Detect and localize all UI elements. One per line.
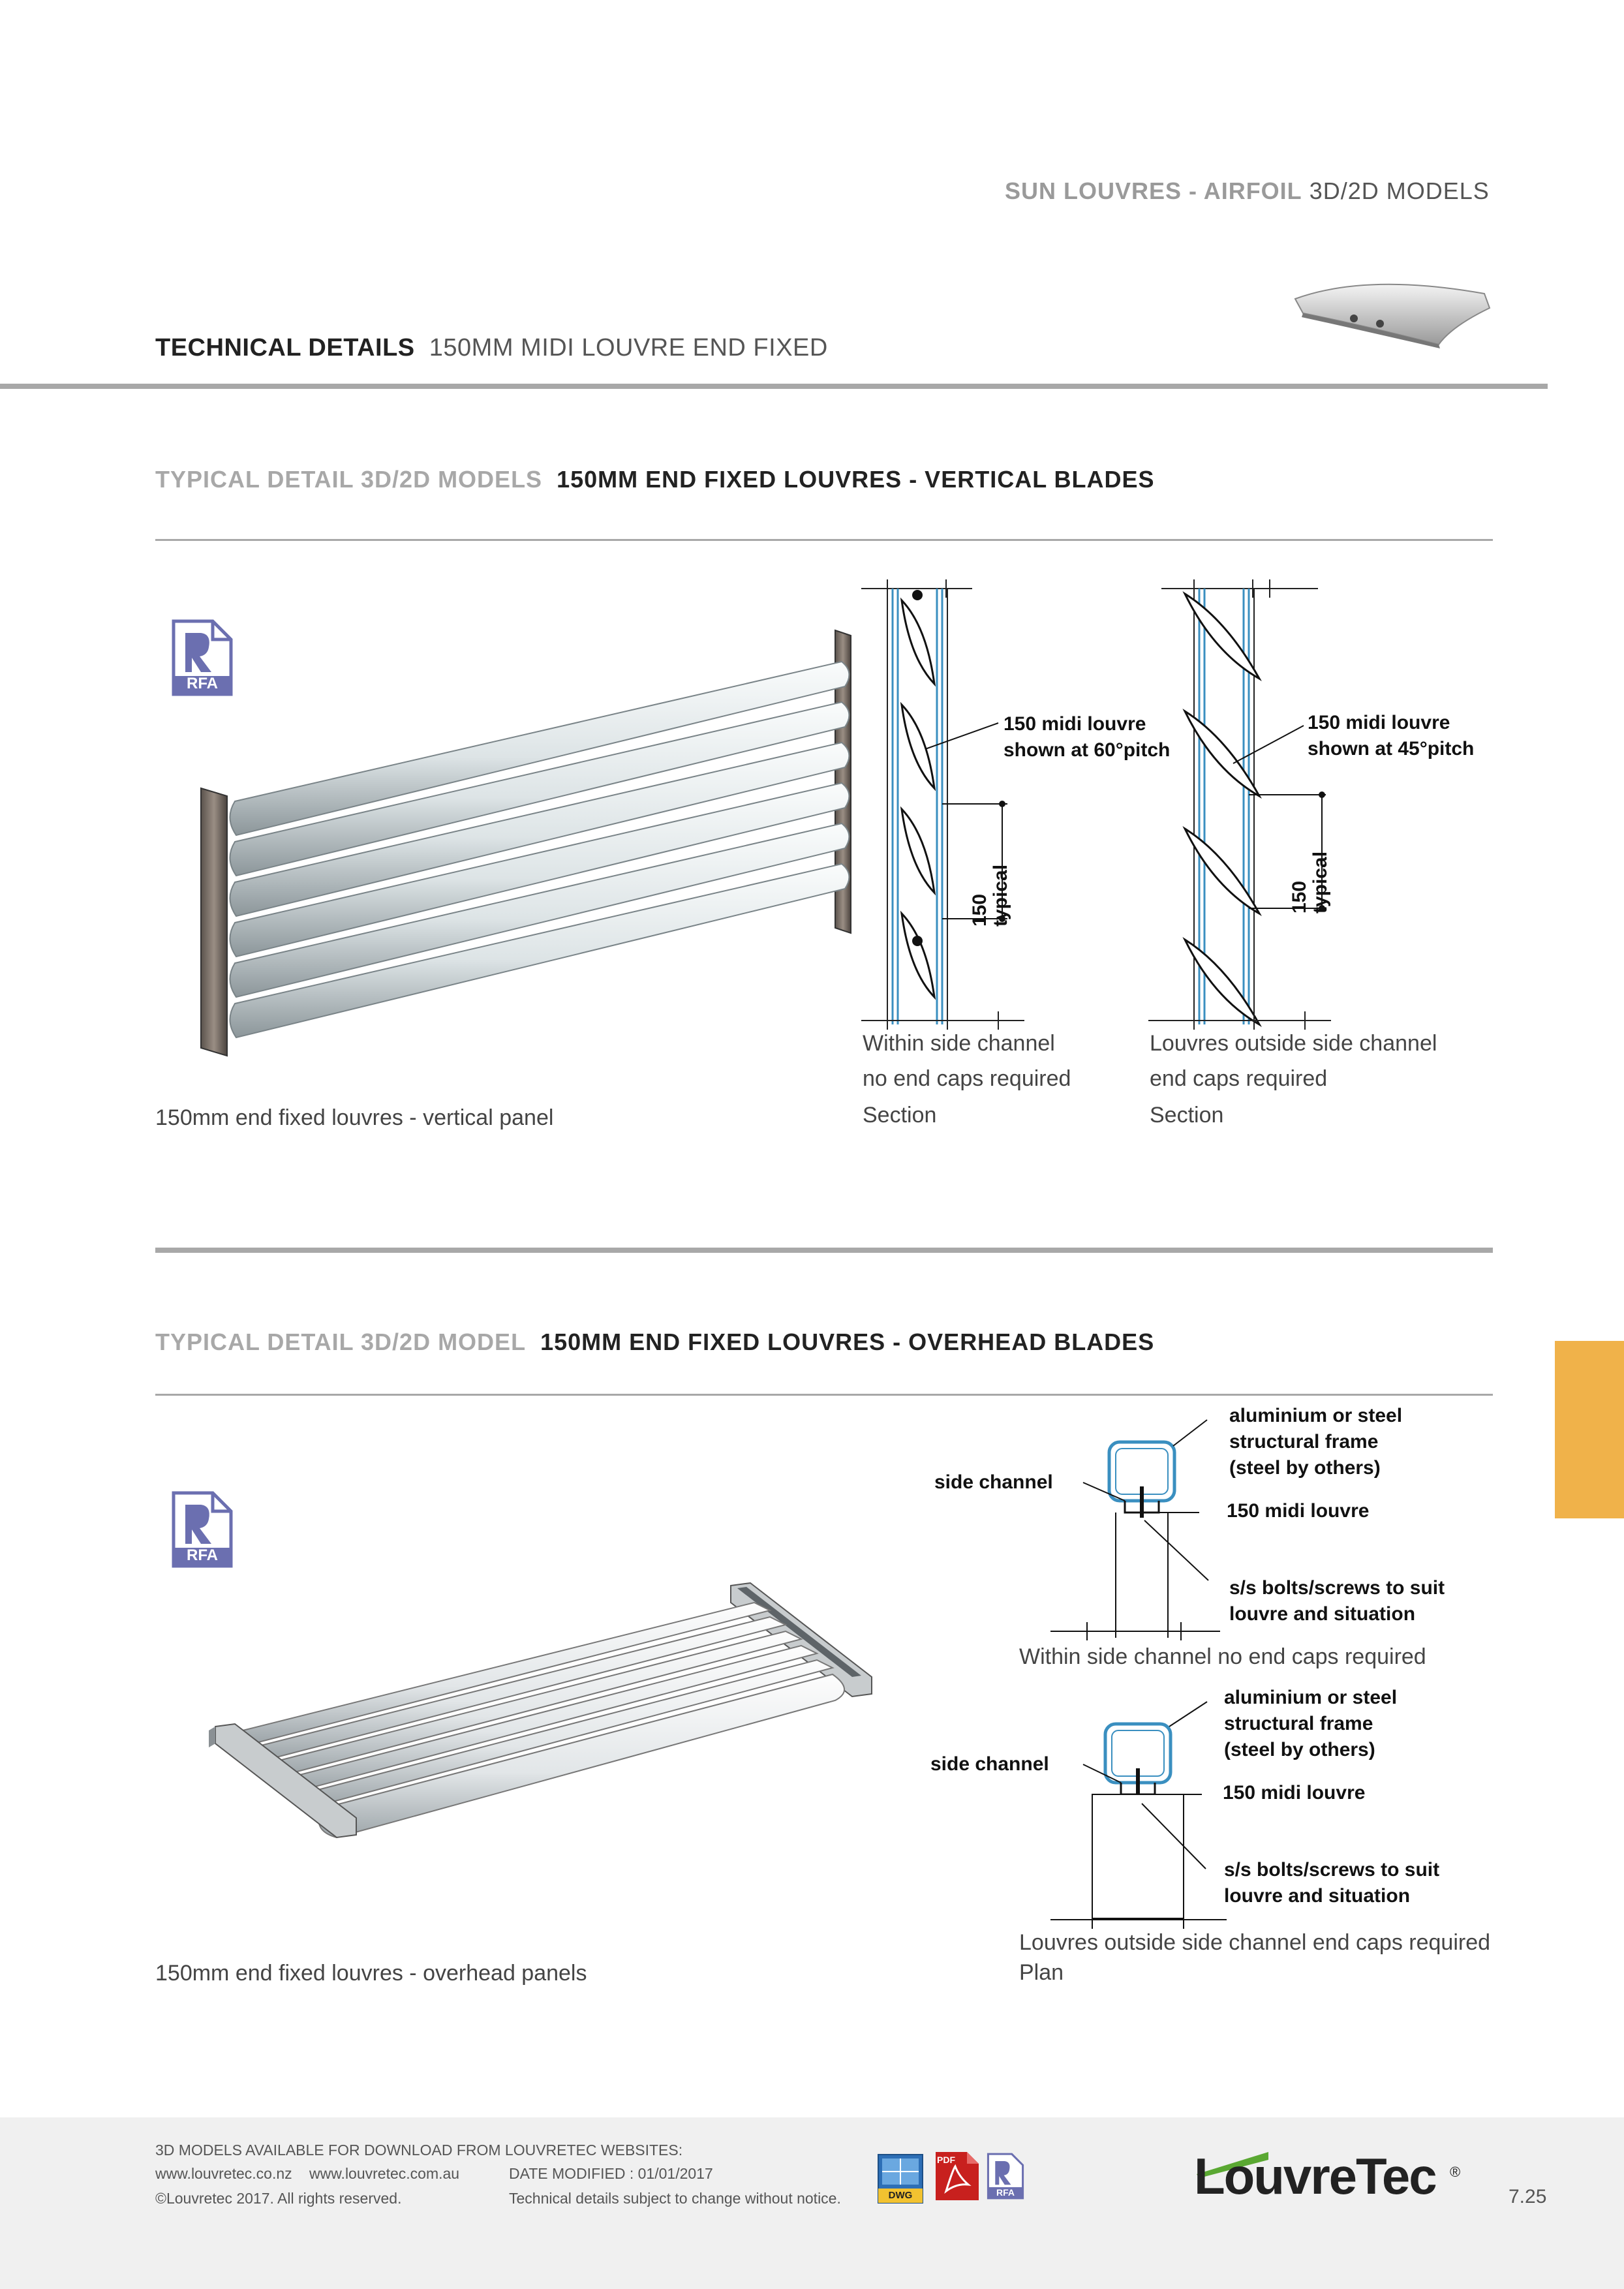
rfa-download-icon[interactable]	[171, 1490, 234, 1572]
page-title	[155, 334, 828, 362]
frame-line1: aluminium or steel	[1224, 1687, 1398, 1708]
section1-heading	[155, 466, 1155, 493]
frame-line3: (steel by others)	[1229, 1457, 1381, 1479]
rfa-label: RFA	[187, 1546, 218, 1564]
bolts-line1: s/s bolts/screws to suit	[1229, 1577, 1445, 1599]
louvre-blade-thumbnail	[1289, 268, 1497, 352]
rfa-label: RFA	[187, 675, 218, 692]
vertical-panel-3d-model	[196, 626, 874, 1070]
dimension-value: 150	[1289, 880, 1310, 914]
page-title-bold: TECHNICAL DETAILS	[155, 334, 415, 361]
frame-line2: structural frame	[1229, 1431, 1379, 1452]
pdf-label: PDF	[937, 2155, 955, 2165]
louvre-blades	[230, 662, 849, 1037]
frame-line1: aluminium or steel	[1229, 1405, 1403, 1426]
section2-rule	[155, 1394, 1493, 1396]
dimension-value: 150	[969, 893, 990, 927]
callout-line1: 150 midi louvre	[1004, 713, 1146, 735]
footer-link-nz[interactable]: www.louvretec.co.nz	[155, 2165, 292, 2182]
section-a-notes	[863, 1026, 1071, 1133]
pdf-download-icon[interactable]	[933, 2151, 980, 2205]
section-type: Section	[863, 1103, 937, 1128]
section-divider	[155, 1248, 1493, 1253]
louvre-label-bottom: 150 midi louvre	[1223, 1782, 1366, 1804]
page-title-light: 150MM MIDI LOUVRE END FIXED	[429, 334, 828, 361]
callout-line1: 150 midi louvre	[1308, 712, 1450, 733]
series-header	[1005, 177, 1490, 205]
dimension-60	[970, 865, 1011, 927]
frame-callout-bottom	[1224, 1685, 1397, 1763]
footer-copyright: ©Louvretec 2017. All rights reserved.	[155, 2190, 402, 2207]
section2-title: 150MM END FIXED LOUVRES - OVERHEAD BLADES	[540, 1329, 1155, 1355]
side-channel-label-bottom: side channel	[930, 1753, 1049, 1775]
louvretec-logo: LouvreTec	[1194, 2147, 1436, 2205]
section1-rule	[155, 539, 1493, 541]
note-line2: end caps required	[1150, 1066, 1328, 1091]
callout-45-pitch	[1308, 710, 1474, 762]
vertical-panel-caption: 150mm end fixed louvres - vertical panel	[155, 1105, 554, 1130]
footer-date-modified: DATE MODIFIED : 01/01/2017	[509, 2165, 713, 2182]
rfa-label: RFA	[996, 2187, 1015, 2198]
note-line2: no end caps required	[863, 1066, 1071, 1091]
page-number: 7.25	[1509, 2186, 1547, 2207]
section2-heading	[155, 1329, 1154, 1356]
series-models: 3D/2D MODELS	[1309, 177, 1490, 204]
bolts-line2: louvre and situation	[1229, 1603, 1416, 1625]
dimension-label: typical	[990, 864, 1011, 927]
dwg-download-icon[interactable]	[877, 2153, 924, 2207]
section-type: Section	[1150, 1103, 1224, 1128]
louvre-label-top: 150 midi louvre	[1227, 1500, 1370, 1522]
dimension-label: typical	[1310, 851, 1331, 914]
plan-note-bottom	[1019, 1928, 1490, 1988]
plan-note-top: Within side channel no end caps required	[1019, 1644, 1426, 1669]
footer-link-au[interactable]: www.louvretec.com.au	[309, 2165, 460, 2182]
dwg-label: DWG	[888, 2190, 913, 2201]
note-line1: Louvres outside side channel	[1150, 1031, 1437, 1056]
section-tab	[1555, 1341, 1624, 1518]
section-drawing-45-pitch	[1148, 574, 1455, 1031]
frame-line2: structural frame	[1224, 1713, 1373, 1734]
dimension-45	[1289, 852, 1331, 914]
callout-line2: shown at 60°pitch	[1004, 739, 1171, 761]
footer-downloads-text: 3D MODELS AVAILABLE FOR DOWNLOAD FROM LOUVRETEC WEBSITES:	[155, 2142, 683, 2158]
title-rule	[0, 384, 1548, 389]
plan-type: Plan	[1019, 1960, 1064, 1985]
callout-line2: shown at 45°pitch	[1308, 738, 1475, 760]
bolts-callout-top	[1229, 1575, 1445, 1627]
frame-callout-top	[1229, 1403, 1402, 1481]
section2-label: TYPICAL DETAIL 3D/2D MODEL	[155, 1329, 527, 1355]
side-channel-label-top: side channel	[934, 1471, 1053, 1493]
overhead-panel-3d-model	[202, 1579, 887, 1853]
bolts-line1: s/s bolts/screws to suit	[1224, 1859, 1440, 1881]
frame-line3: (steel by others)	[1224, 1739, 1375, 1760]
registered-mark: ®	[1450, 2164, 1461, 2180]
overhead-panel-caption: 150mm end fixed louvres - overhead panels	[155, 1961, 587, 1986]
plan-note: Louvres outside side channel end caps required	[1019, 1930, 1491, 1955]
callout-60-pitch	[1004, 711, 1170, 763]
series-name: SUN LOUVRES - AIRFOIL	[1005, 177, 1302, 204]
note-line1: Within side channel	[863, 1031, 1055, 1056]
section1-title: 150MM END FIXED LOUVRES - VERTICAL BLADES	[557, 466, 1155, 493]
section-b-notes	[1150, 1026, 1437, 1133]
rfa-footer-icon[interactable]	[987, 2152, 1024, 2204]
bolts-callout-bottom	[1224, 1857, 1439, 1909]
footer-disclaimer: Technical details subject to change without notice.	[509, 2190, 841, 2207]
bolts-line2: louvre and situation	[1224, 1885, 1411, 1907]
section-drawing-60-pitch	[855, 574, 1161, 1031]
section1-label: TYPICAL DETAIL 3D/2D MODELS	[155, 466, 543, 493]
